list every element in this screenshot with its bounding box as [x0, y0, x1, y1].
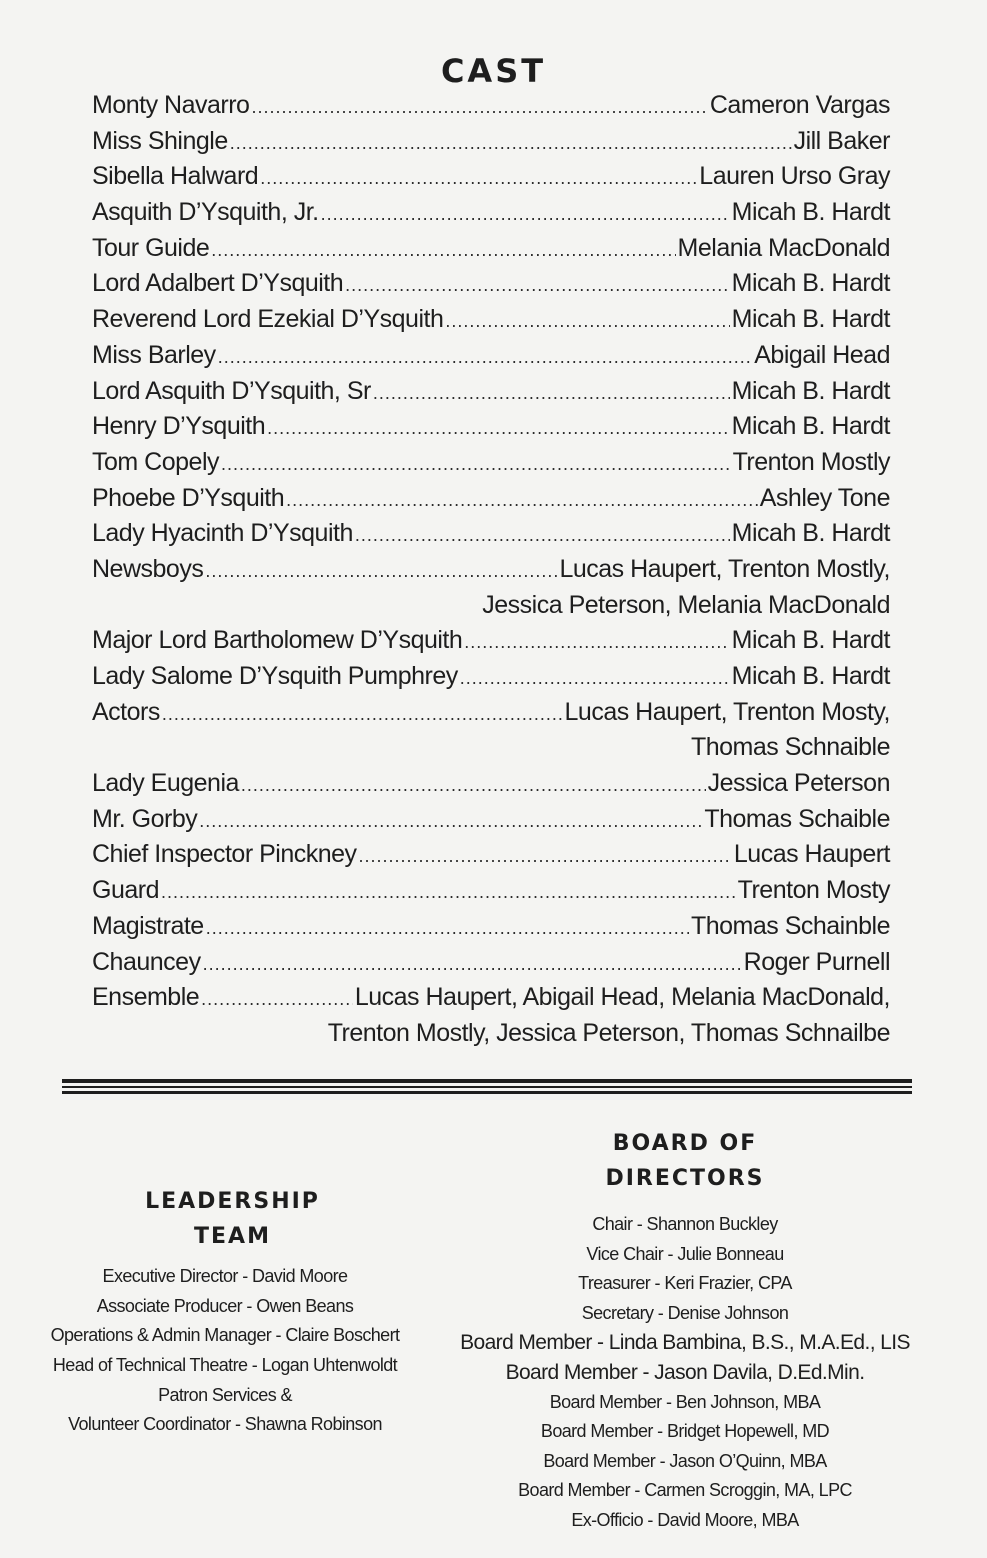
cast-line	[92, 873, 890, 909]
cast-actor: Thomas Schainble	[690, 911, 890, 940]
board-member-name: Julie Bonneau	[677, 1243, 784, 1264]
cast-actor: Micah B. Hardt	[731, 412, 890, 441]
cast-role: Newsboys	[92, 554, 204, 583]
cast-line	[92, 266, 890, 302]
cast-row	[92, 338, 890, 374]
cast-row	[92, 159, 890, 195]
cast-role: Lady Hyacinth D’Ysquith	[92, 519, 353, 548]
cast-actor: Micah B. Hardt	[731, 269, 890, 298]
cast-role: Phoebe D’Ysquith	[92, 483, 285, 512]
cast-line	[92, 409, 890, 445]
leadership-heading	[100, 1184, 365, 1254]
cast-role: Miss Shingle	[92, 126, 228, 155]
cast-row-continuation	[92, 730, 890, 766]
cast-actor: Jessica Peterson	[707, 769, 890, 798]
cast-actor-continued: Thomas Schnaible	[690, 733, 890, 762]
board-member-title: Board Member	[505, 1360, 638, 1384]
cast-actor: Micah B. Hardt	[731, 305, 890, 334]
dot-leader	[203, 947, 742, 983]
cast-actor: Micah B. Hardt	[731, 198, 890, 227]
cast-actor: Micah B. Hardt	[731, 376, 890, 405]
board-member-title: Vice Chair	[586, 1243, 664, 1264]
cast-line	[92, 88, 890, 124]
dot-leader	[161, 875, 736, 911]
cast-row	[92, 266, 890, 302]
dot-leader	[241, 768, 706, 804]
cast-actor: Lauren Urso Gray	[699, 162, 890, 191]
cast-line	[92, 302, 890, 338]
board-member: Ex-Officio - David Moore, MBA	[571, 1509, 799, 1530]
dot-leader	[321, 197, 730, 233]
cast-line	[92, 802, 890, 838]
cast-row	[92, 409, 890, 445]
board-member-name: Jason Davila, D.Ed.Min.	[654, 1360, 865, 1384]
cast-row	[92, 659, 890, 695]
cast-actor: Lucas Haupert, Abigail Head, Melania MacDonald,	[354, 983, 890, 1012]
cast-row	[92, 88, 890, 124]
board-member-name: Shannon Buckley	[646, 1214, 778, 1234]
cast-role: Actors	[92, 697, 160, 726]
cast-row	[92, 980, 890, 1016]
board-member: Board Member - Linda Bambina, B.S., M.A.Ed., LIS	[460, 1331, 910, 1355]
dot-leader	[230, 126, 792, 162]
cast-line	[92, 516, 890, 552]
board-member-title: Chair	[592, 1214, 633, 1234]
cast-role: Monty Navarro	[92, 91, 250, 119]
cast-row	[92, 302, 890, 338]
cast-role: Chauncey	[92, 947, 201, 976]
cast-role: Lord Asquith D’Ysquith, Sr	[92, 376, 371, 405]
cast-row	[92, 945, 890, 981]
cast-line	[92, 231, 890, 267]
board-member: Chair - Shannon Buckley	[592, 1214, 778, 1234]
leadership-list	[20, 1262, 430, 1440]
cast-row	[92, 695, 890, 731]
divider-bottom	[62, 1091, 912, 1094]
cast-role: Guard	[92, 876, 159, 905]
dot-leader	[445, 304, 729, 340]
cast-row	[92, 909, 890, 945]
board-list	[430, 1210, 940, 1536]
board-member-title: Board Member	[543, 1450, 656, 1471]
dot-leader	[373, 376, 730, 412]
dot-leader	[345, 268, 729, 304]
board-member-title: Ex-Officio	[571, 1509, 644, 1530]
board-member-title: Board Member	[549, 1391, 662, 1412]
cast-row	[92, 374, 890, 410]
board-member: Board Member - Jason Davila, D.Ed.Min.	[505, 1360, 865, 1384]
board-member: Treasurer - Keri Frazier, CPA	[578, 1273, 792, 1294]
dot-leader	[205, 554, 557, 590]
cast-line	[92, 195, 890, 231]
cast-actor: Thomas Schaible	[704, 804, 890, 833]
cast-line	[92, 481, 890, 517]
dot-leader	[286, 483, 758, 519]
cast-role: Chief Inspector Pinckney	[92, 840, 357, 869]
board-member-name: Jason O’Quinn, MBA	[669, 1450, 827, 1471]
cast-role: Lord Adalbert D’Ysquith	[92, 269, 344, 298]
cast-row	[92, 873, 890, 909]
cast-row-continuation	[92, 588, 890, 624]
cast-role: Reverend Lord Ezekial D’Ysquith	[92, 305, 444, 334]
cast-row	[92, 124, 890, 160]
dot-leader	[355, 518, 730, 554]
board-member-title: Treasurer	[578, 1273, 651, 1294]
dot-leader	[218, 340, 753, 376]
leadership-member: Patron Services &	[158, 1384, 292, 1405]
cast-actor: Lucas Haupert, Trenton Mostly,	[559, 554, 890, 583]
dot-leader	[260, 161, 697, 197]
cast-line	[92, 623, 890, 659]
cast-row	[92, 445, 890, 481]
board-member-name: Ben Johnson, MBA	[675, 1391, 821, 1412]
board-heading-line2: DIRECTORS	[605, 1166, 765, 1191]
cast-actor: Abigail Head	[754, 340, 890, 369]
cast-actor: Trenton Mostly	[732, 447, 890, 476]
cast-line	[92, 659, 890, 695]
board-member-title: Board Member	[460, 1331, 592, 1355]
cast-line	[92, 445, 890, 481]
cast-actor: Jill Baker	[793, 126, 890, 155]
dot-leader	[162, 697, 563, 733]
cast-actor: Melania MacDonald	[677, 233, 890, 262]
cast-line	[92, 837, 890, 873]
cast-line	[92, 374, 890, 410]
cast-line	[92, 159, 890, 195]
dot-leader	[221, 447, 731, 483]
cast-actor: Cameron Vargas	[709, 91, 890, 119]
cast-line	[92, 124, 890, 160]
cast-role: Sibella Halward	[92, 162, 259, 191]
cast-role: Miss Barley	[92, 340, 216, 369]
board-member-name: Linda Bambina, B.S., M.A.Ed., LIS	[608, 1331, 910, 1355]
board-member: Vice Chair - Julie Bonneau	[586, 1243, 784, 1264]
leadership-heading-line2: TEAM	[194, 1224, 271, 1249]
cast-list	[92, 88, 890, 1052]
leadership-member: Associate Producer - Owen Beans	[96, 1295, 354, 1316]
cast-actor: Lucas Haupert, Trenton Mosty,	[564, 697, 890, 726]
cast-actor-continued: Jessica Peterson, Melania MacDonald	[482, 590, 890, 619]
board-member: Board Member - Jason O’Quinn, MBA	[543, 1450, 827, 1471]
dot-leader	[206, 911, 689, 947]
dot-leader	[460, 661, 730, 697]
cast-role: Ensemble	[92, 983, 200, 1012]
board-member-name: David Moore, MBA	[657, 1509, 799, 1530]
board-member: Board Member - Carmen Scroggin, MA, LPC	[518, 1480, 852, 1501]
dot-leader	[199, 804, 702, 840]
board-member-title: Secretary	[581, 1302, 654, 1323]
cast-actor: Roger Purnell	[743, 947, 890, 976]
cast-line	[92, 552, 890, 588]
board-member-name: Keri Frazier, CPA	[664, 1273, 792, 1294]
cast-role: Lady Eugenia	[92, 769, 239, 798]
board-member-title: Board Member	[518, 1480, 630, 1501]
cast-row	[92, 195, 890, 231]
leadership-member: Operations & Admin Manager - Claire Boschert	[50, 1325, 400, 1346]
divider-thin	[62, 1086, 912, 1088]
dot-leader	[359, 839, 732, 875]
cast-line	[92, 695, 890, 731]
cast-row	[92, 516, 890, 552]
board-member: Board Member - Bridget Hopewell, MD	[540, 1421, 830, 1442]
leadership-member: Head of Technical Theatre - Logan Uhtenwoldt	[52, 1355, 398, 1376]
board-member-title: Board Member	[540, 1421, 653, 1442]
dot-leader	[201, 982, 353, 1018]
cast-role: Lady Salome D’Ysquith Pumphrey	[92, 662, 458, 690]
board-heading	[560, 1126, 810, 1196]
cast-role: Magistrate	[92, 911, 204, 940]
cast-title: CAST	[440, 52, 547, 90]
board-member: Board Member - Ben Johnson, MBA	[549, 1391, 821, 1412]
board-member-name: Carmen Scroggin, MA, LPC	[644, 1480, 852, 1501]
leadership-member: Executive Director - David Moore	[102, 1266, 348, 1286]
cast-row	[92, 552, 890, 588]
dot-leader	[464, 625, 729, 661]
cast-actor-continued: Trenton Mostly, Jessica Peterson, Thomas Schnailbe	[327, 1018, 890, 1047]
cast-line	[92, 909, 890, 945]
dot-leader	[251, 90, 707, 126]
board-member-name: Bridget Hopewell, MD	[666, 1421, 830, 1442]
board-heading-line1: BOARD OF	[612, 1131, 758, 1156]
cast-actor: Ashley Tone	[759, 483, 890, 512]
cast-row	[92, 837, 890, 873]
board-member: Secretary - Denise Johnson	[581, 1302, 789, 1323]
cast-actor: Lucas Haupert	[733, 840, 890, 869]
cast-row	[92, 766, 890, 802]
cast-row	[92, 481, 890, 517]
cast-row	[92, 802, 890, 838]
cast-line	[92, 980, 890, 1016]
cast-row-continuation	[92, 1016, 890, 1052]
cast-line	[92, 945, 890, 981]
divider-thick	[62, 1079, 912, 1083]
cast-role: Tom Copely	[92, 447, 219, 476]
cast-actor: Micah B. Hardt	[731, 626, 890, 655]
dot-leader	[267, 411, 730, 447]
cast-role: Asquith D’Ysquith, Jr.	[92, 198, 319, 227]
leadership-member: Volunteer Coordinator - Shawna Robinson	[68, 1414, 382, 1435]
cast-row	[92, 231, 890, 267]
cast-role: Mr. Gorby	[92, 804, 198, 833]
board-member-name: Denise Johnson	[667, 1302, 789, 1323]
cast-actor: Micah B. Hardt	[731, 662, 890, 690]
cast-line	[92, 766, 890, 802]
cast-actor: Micah B. Hardt	[731, 519, 890, 548]
cast-role: Henry D’Ysquith	[92, 412, 266, 441]
leadership-heading-line1: LEADERSHIP	[145, 1189, 320, 1214]
cast-role: Major Lord Bartholomew D’Ysquith	[92, 626, 463, 655]
cast-role: Tour Guide	[92, 233, 210, 262]
cast-row	[92, 623, 890, 659]
cast-line	[92, 338, 890, 374]
dot-leader	[211, 233, 675, 269]
cast-actor: Trenton Mosty	[737, 876, 890, 905]
